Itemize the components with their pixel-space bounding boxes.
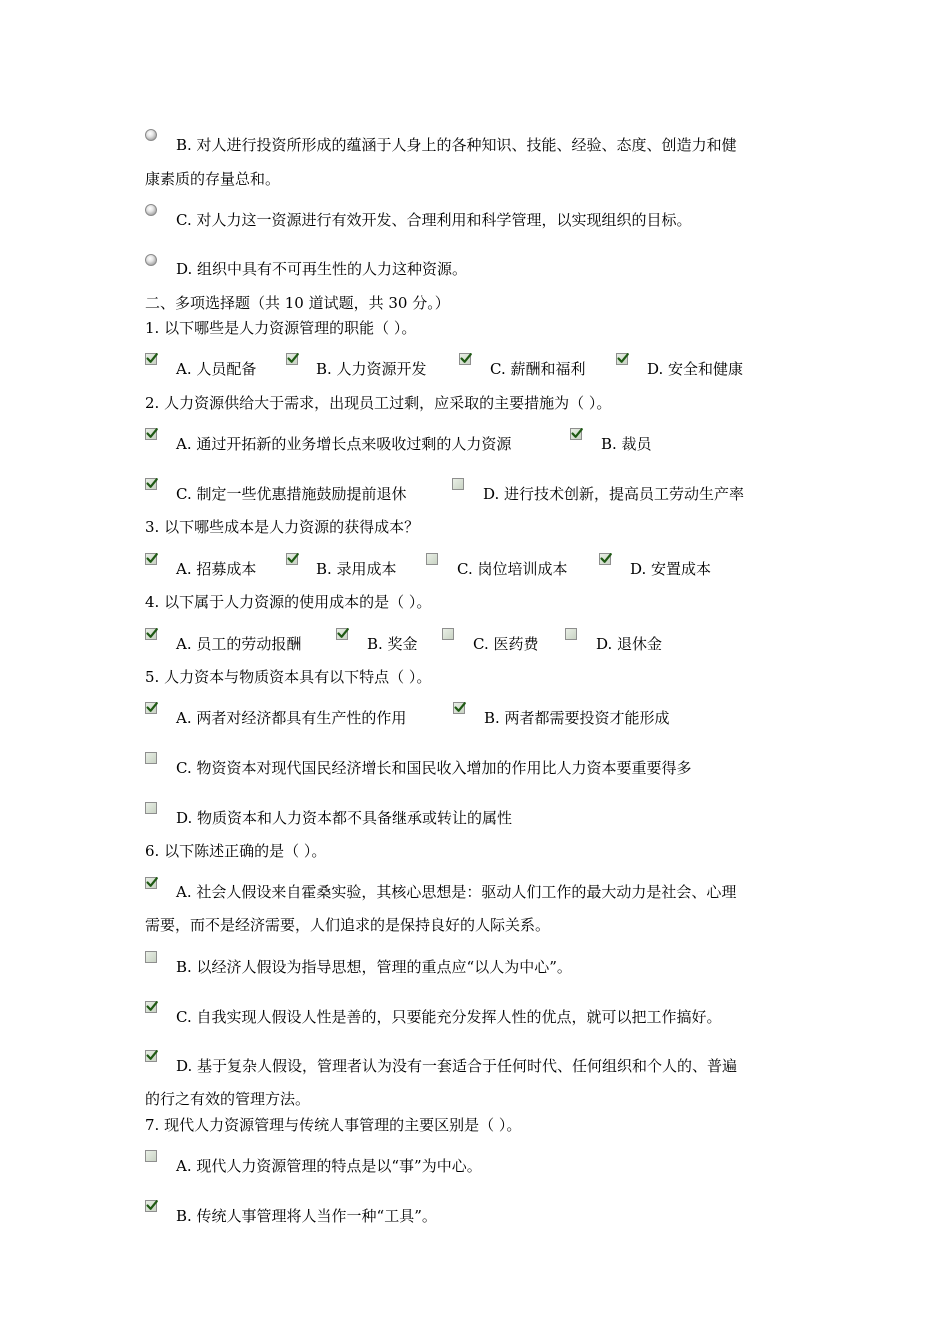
checkbox-q6-a[interactable] — [145, 877, 157, 889]
option-c-text: C. 对人力这一资源进行有效开发、合理利用和科学管理，以实现组织的目标。 — [176, 211, 692, 229]
checkbox-q4-d[interactable] — [565, 628, 577, 640]
checkbox-q2-d[interactable] — [452, 478, 464, 490]
checkbox-q4-a[interactable] — [145, 628, 157, 640]
checkbox-q1-a[interactable] — [145, 353, 157, 365]
checkbox-q1-c[interactable] — [459, 353, 471, 365]
checkbox-q4-c[interactable] — [442, 628, 454, 640]
radio-option-d[interactable] — [145, 254, 157, 266]
checkbox-q2-a[interactable] — [145, 428, 157, 440]
q3-option-d: D. 安置成本 — [630, 560, 712, 578]
q3-option-b: B. 录用成本 — [316, 560, 397, 578]
checkmark-icon — [146, 428, 158, 440]
question-3: 3. 以下哪些成本是人力资源的获得成本？ — [145, 518, 420, 536]
checkbox-q5-a[interactable] — [145, 702, 157, 714]
checkbox-q1-d[interactable] — [616, 353, 628, 365]
option-b-text: B. 对人进行投资所形成的蕴涵于人身上的各种知识、技能、经验、态度、创造力和健 — [176, 136, 737, 154]
checkmark-icon — [146, 478, 158, 490]
q1-option-b: B. 人力资源开发 — [316, 360, 427, 378]
question-2: 2. 人力资源供给大于需求，出现员工过剩，应采取的主要措施为（ ）。 — [145, 394, 612, 412]
question-5: 5. 人力资本与物质资本具有以下特点（ ）。 — [145, 668, 432, 686]
radio-option-c[interactable] — [145, 204, 157, 216]
checkmark-icon — [287, 353, 299, 365]
q6-option-c: C. 自我实现人假设人性是善的，只要能充分发挥人性的优点，就可以把工作搞好。 — [176, 1008, 722, 1026]
question-6: 6. 以下陈述正确的是（ ）。 — [145, 842, 327, 860]
q7-option-a: A. 现代人力资源管理的特点是以“事”为中心。 — [176, 1157, 482, 1175]
checkbox-q6-d[interactable] — [145, 1050, 157, 1062]
option-b-text-cont: 康素质的存量总和。 — [145, 170, 281, 188]
radio-option-b[interactable] — [145, 129, 157, 141]
q5-option-a: A. 两者对经济都具有生产性的作用 — [176, 709, 407, 727]
checkbox-q6-c[interactable] — [145, 1001, 157, 1013]
q4-option-b: B. 奖金 — [367, 635, 418, 653]
checkmark-icon — [600, 553, 612, 565]
checkmark-icon — [617, 353, 629, 365]
checkmark-icon — [146, 353, 158, 365]
checkbox-q3-a[interactable] — [145, 553, 157, 565]
q5-option-d: D. 物质资本和人力资本都不具备继承或转让的属性 — [176, 809, 513, 827]
q2-option-d: D. 进行技术创新，提高员工劳动生产率 — [483, 485, 745, 503]
q4-option-c: C. 医药费 — [473, 635, 539, 653]
checkbox-q4-b[interactable] — [336, 628, 348, 640]
q3-option-a: A. 招募成本 — [176, 560, 257, 578]
checkbox-q3-d[interactable] — [599, 553, 611, 565]
checkmark-icon — [146, 553, 158, 565]
checkbox-q7-b[interactable] — [145, 1200, 157, 1212]
q6-option-d: D. 基于复杂人假设，管理者认为没有一套适合于任何时代、任何组织和个人的、普遍 — [176, 1057, 738, 1075]
checkmark-icon — [146, 1001, 158, 1013]
q6-option-a: A. 社会人假设来自霍桑实验，其核心思想是：驱动人们工作的最大动力是社会、心理 — [176, 883, 737, 901]
checkmark-icon — [571, 428, 583, 440]
checkmark-icon — [146, 628, 158, 640]
checkbox-q5-d[interactable] — [145, 802, 157, 814]
checkbox-q3-c[interactable] — [426, 553, 438, 565]
q1-option-d: D. 安全和健康 — [647, 360, 744, 378]
checkmark-icon — [146, 702, 158, 714]
option-d-text: D. 组织中具有不可再生性的人力这种资源。 — [176, 260, 468, 278]
checkbox-q2-c[interactable] — [145, 478, 157, 490]
checkmark-icon — [146, 877, 158, 889]
checkbox-q3-b[interactable] — [286, 553, 298, 565]
q6-option-a-cont: 需要，而不是经济需要，人们追求的是保持良好的人际关系。 — [145, 916, 551, 934]
q2-option-c: C. 制定一些优惠措施鼓励提前退休 — [176, 485, 407, 503]
q3-option-c: C. 岗位培训成本 — [457, 560, 568, 578]
question-7: 7. 现代人力资源管理与传统人事管理的主要区别是（ ）。 — [145, 1116, 522, 1134]
q5-option-b: B. 两者都需要投资才能形成 — [484, 709, 670, 727]
checkmark-icon — [146, 1050, 158, 1062]
q2-option-b: B. 裁员 — [601, 435, 652, 453]
checkbox-q2-b[interactable] — [570, 428, 582, 440]
checkbox-q5-c[interactable] — [145, 752, 157, 764]
checkbox-q7-a[interactable] — [145, 1150, 157, 1162]
checkmark-icon — [460, 353, 472, 365]
checkbox-q6-b[interactable] — [145, 951, 157, 963]
q7-option-b: B. 传统人事管理将人当作一种“工具”。 — [176, 1207, 437, 1225]
checkmark-icon — [454, 702, 466, 714]
checkmark-icon — [337, 628, 349, 640]
q1-option-a: A. 人员配备 — [176, 360, 257, 378]
q2-option-a: A. 通过开拓新的业务增长点来吸收过剩的人力资源 — [176, 435, 512, 453]
q1-option-c: C. 薪酬和福利 — [490, 360, 586, 378]
checkbox-q5-b[interactable] — [453, 702, 465, 714]
checkbox-q1-b[interactable] — [286, 353, 298, 365]
question-4: 4. 以下属于人力资源的使用成本的是（ ）。 — [145, 593, 432, 611]
checkmark-icon — [287, 553, 299, 565]
q4-option-d: D. 退休金 — [596, 635, 663, 653]
q6-option-b: B. 以经济人假设为指导思想，管理的重点应“以人为中心”。 — [176, 958, 572, 976]
q6-option-d-cont: 的行之有效的管理方法。 — [145, 1090, 311, 1108]
checkmark-icon — [146, 1200, 158, 1212]
question-1: 1. 以下哪些是人力资源管理的职能（ ）。 — [145, 319, 417, 337]
q4-option-a: A. 员工的劳动报酬 — [176, 635, 302, 653]
q5-option-c: C. 物资资本对现代国民经济增长和国民收入增加的作用比人力资本要重要得多 — [176, 759, 692, 777]
section-heading: 二、多项选择题（共 10 道试题，共 30 分。） — [145, 294, 450, 312]
